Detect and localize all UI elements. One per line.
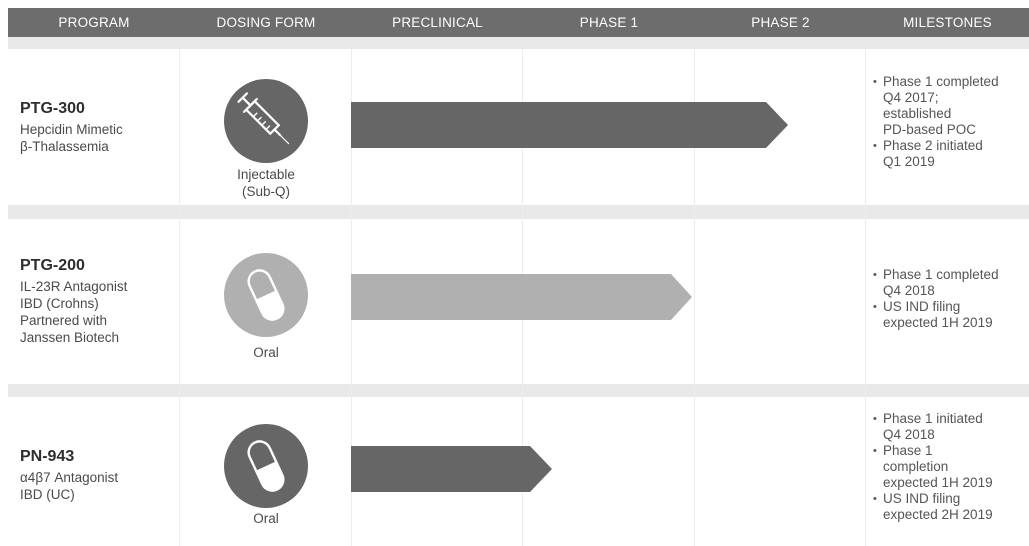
program-partner: Partnered with xyxy=(20,313,108,328)
milestone-line: • US IND filing xyxy=(883,491,961,506)
capsule-icon xyxy=(224,424,308,508)
milestone-line: expected 1H 2019 xyxy=(883,315,993,330)
program-code: PN-943 xyxy=(20,448,75,465)
milestone-line: Q4 2018 xyxy=(883,427,935,442)
dosing-form-label xyxy=(206,510,326,527)
program-target: α4β7 Antagonist xyxy=(20,470,119,485)
header-dosing-form: DOSING FORM xyxy=(216,15,316,30)
milestone-item xyxy=(873,299,1029,331)
header-milestones: MILESTONES xyxy=(903,15,992,30)
milestone-line: • US IND filing xyxy=(883,299,961,314)
milestone-line: Q4 2018 xyxy=(883,283,935,298)
milestone-line: completion xyxy=(883,459,949,474)
program-target: Hepcidin Mimetic xyxy=(20,122,123,137)
milestone-item xyxy=(873,491,1029,523)
milestone-line: • Phase 1 completed xyxy=(883,74,999,89)
dosing-form-line: Oral xyxy=(253,511,279,526)
milestone-line: PD-based POC xyxy=(883,122,977,137)
milestone-line: Q4 2017; xyxy=(883,90,939,105)
milestone-item xyxy=(873,411,1029,443)
program-code: PTG-200 xyxy=(20,257,85,274)
dosing-form-label xyxy=(206,344,326,361)
milestone-line: • Phase 2 initiated xyxy=(883,138,983,153)
milestone-item xyxy=(873,267,1029,299)
syringe-icon xyxy=(224,79,308,163)
milestone-line: expected 2H 2019 xyxy=(883,507,993,522)
milestone-line: • Phase 1 completed xyxy=(883,267,999,282)
program-partner-name: Janssen Biotech xyxy=(20,330,120,345)
milestone-line: established xyxy=(883,106,952,121)
milestone-line: Q1 2019 xyxy=(883,154,935,169)
row-separator xyxy=(8,37,1029,49)
program-indication: IBD (Crohns) xyxy=(20,296,99,311)
header-program: PROGRAM xyxy=(58,15,130,30)
milestone-line: • Phase 1 initiated xyxy=(883,411,983,426)
program-indication: β-Thalassemia xyxy=(20,139,109,154)
header-preclinical: PRECLINICAL xyxy=(392,15,483,30)
row-separator xyxy=(8,205,1029,219)
capsule-icon xyxy=(224,253,308,337)
milestone-line: • Phase 1 xyxy=(883,443,933,458)
table-header xyxy=(8,8,1029,37)
program-indication: IBD (UC) xyxy=(20,487,75,502)
header-phase-1: PHASE 1 xyxy=(579,15,639,30)
dosing-form-line: Oral xyxy=(253,345,279,360)
dosing-form-label xyxy=(206,166,326,200)
milestones-list xyxy=(873,74,1029,170)
milestones-list xyxy=(873,267,1029,331)
milestone-item xyxy=(873,138,1029,170)
dosing-form-line: (Sub-Q) xyxy=(241,184,290,199)
progress-arrow-phase-1 xyxy=(351,274,692,320)
milestone-item xyxy=(873,74,1029,138)
program-code: PTG-300 xyxy=(20,100,85,117)
milestone-line: expected 1H 2019 xyxy=(883,475,993,490)
header-phase-2: PHASE 2 xyxy=(751,15,810,30)
grid-line xyxy=(179,49,180,546)
dosing-form-line: Injectable xyxy=(237,167,295,182)
program-target: IL-23R Antagonist xyxy=(20,279,128,294)
progress-arrow-phase-1 xyxy=(351,446,552,492)
row-separator xyxy=(8,384,1029,397)
progress-arrow-phase-2 xyxy=(351,102,788,148)
grid-line xyxy=(865,49,866,546)
milestones-list xyxy=(873,411,1029,523)
milestone-item xyxy=(873,443,1029,491)
